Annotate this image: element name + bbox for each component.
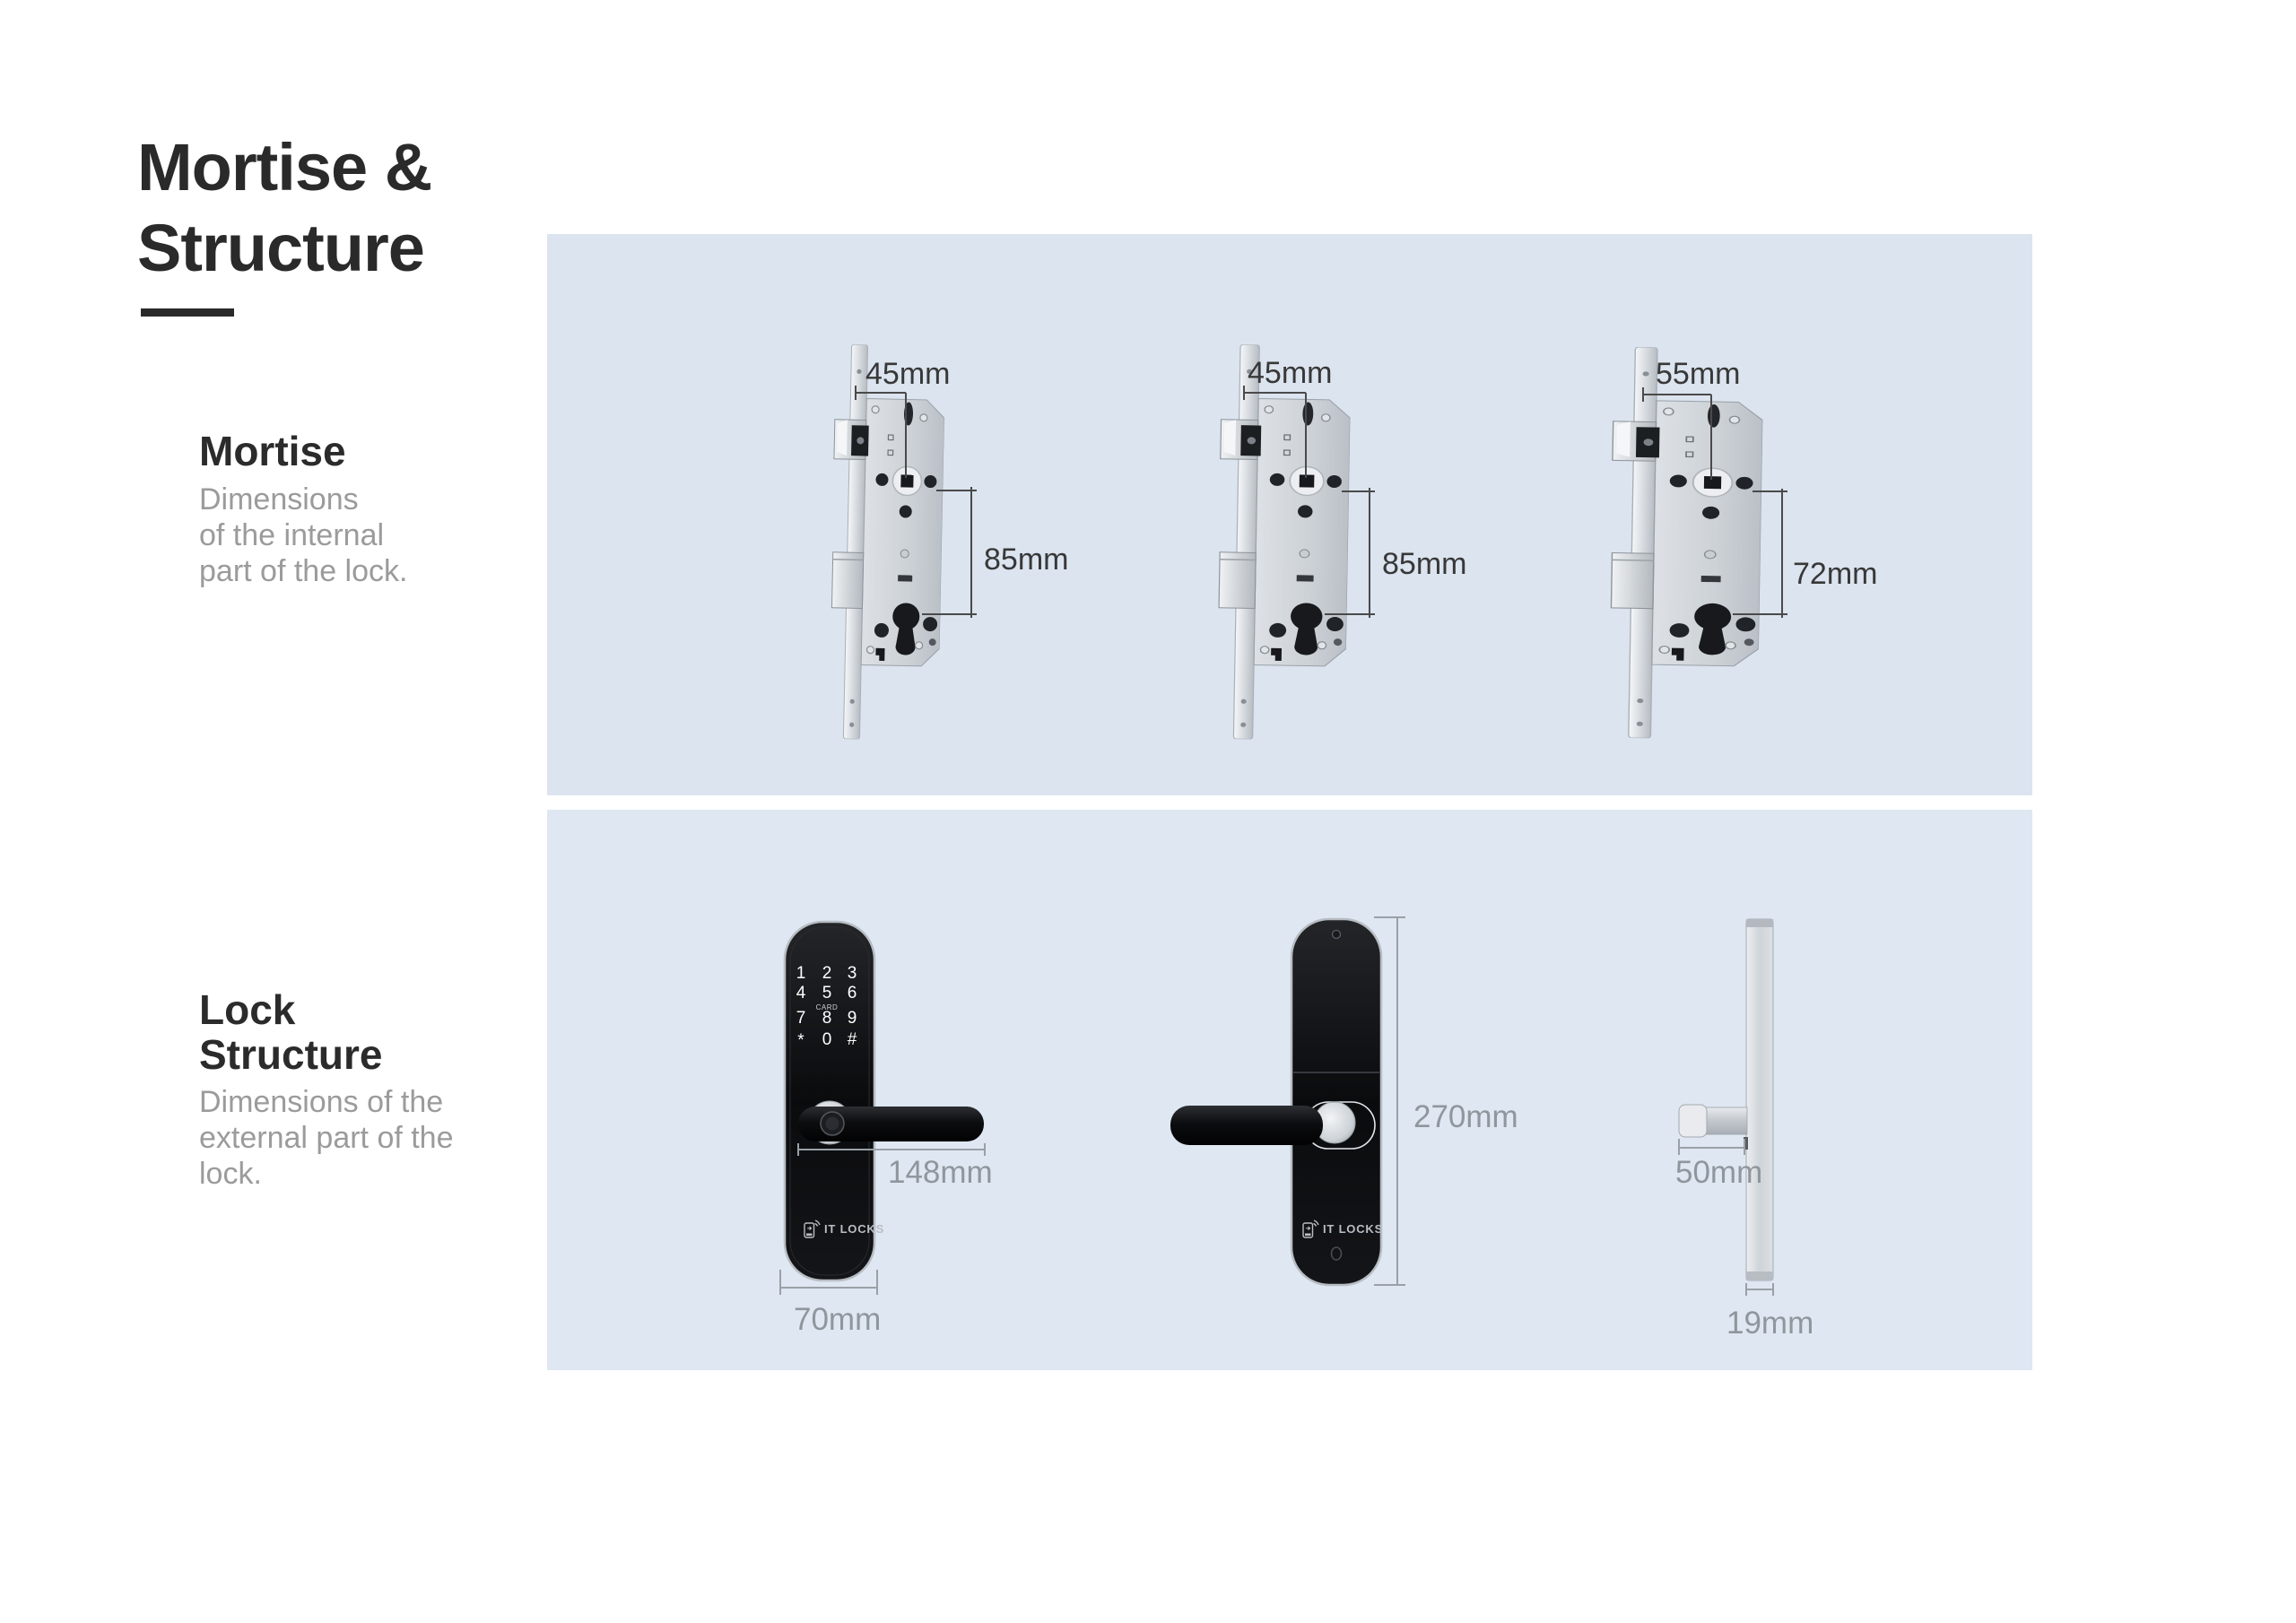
mortise-diagram-3 — [1614, 345, 1919, 758]
lock-side-thickness-dimension-lines — [1746, 1283, 1773, 1296]
mortise-1-centers-label: 85mm — [984, 542, 1069, 577]
lock-structure-desc-line1: Dimensions of the — [199, 1085, 444, 1119]
keypad-key-5: 5 — [822, 984, 832, 1002]
page-title-line1: Mortise & — [137, 130, 432, 204]
itlocks-logo-back — [1302, 1218, 1383, 1239]
keypad-key-8: 8 — [822, 1009, 832, 1028]
keypad-key-7: 7 — [796, 1009, 806, 1028]
lock-structure-desc-line3: lock. — [199, 1157, 262, 1191]
mortise-section-description — [199, 482, 407, 589]
mortise-desc-line2: of the internal — [199, 518, 385, 552]
keypad-key-6: 6 — [847, 984, 857, 1002]
keypad-key-hash: # — [847, 1030, 857, 1049]
mortise-3-centers-label: 72mm — [1793, 557, 1878, 591]
keypad-key-3: 3 — [847, 964, 857, 983]
lock-side-handle-depth-label: 50mm — [1675, 1155, 1763, 1190]
mortise-diagram-2 — [1220, 345, 1525, 758]
mortise-1-backset-label: 45mm — [865, 357, 951, 391]
page-title-line2: Structure — [137, 211, 424, 285]
mortise-section-heading: Mortise — [199, 428, 346, 474]
itlocks-brand-text: IT LOCKS — [1323, 1221, 1384, 1236]
lock-structure-heading-line1: Lock — [199, 986, 296, 1033]
keypad-card-label: CARD — [815, 1003, 839, 1011]
page-title — [137, 127, 431, 289]
lock-structure-section-description — [199, 1084, 454, 1192]
itlocks-phone-icon — [804, 1218, 820, 1239]
mortise-desc-line1: Dimensions — [199, 482, 359, 516]
lock-structure-section-heading — [199, 987, 382, 1077]
mortise-3-backset-label: 55mm — [1656, 357, 1741, 391]
itlocks-logo-front — [804, 1218, 884, 1239]
mortise-desc-line3: part of the lock. — [199, 554, 408, 588]
lock-side-view — [1655, 915, 1834, 1341]
lock-front-width-label: 70mm — [794, 1302, 882, 1337]
mortise-2-centers-label: 85mm — [1382, 547, 1467, 581]
keypad-key-0: 0 — [822, 1030, 832, 1049]
lock-side-thickness-label: 19mm — [1726, 1306, 1814, 1341]
keypad-key-1: 1 — [796, 964, 806, 983]
keypad-key-9: 9 — [847, 1009, 857, 1028]
title-underline — [141, 308, 234, 317]
keypad-key-star: * — [797, 1031, 804, 1050]
lock-front-handle-length-label: 148mm — [888, 1155, 993, 1190]
keypad-key-2: 2 — [822, 964, 832, 983]
lock-side-handle-dimension-lines — [1679, 1139, 1744, 1155]
itlocks-brand-text: IT LOCKS — [824, 1221, 885, 1236]
lock-structure-desc-line2: external part of the — [199, 1121, 454, 1155]
lock-back-height-label: 270mm — [1413, 1099, 1518, 1134]
lock-structure-heading-line2: Structure — [199, 1031, 383, 1078]
mortise-diagram-1 — [830, 345, 1135, 758]
keypad-key-4: 4 — [796, 984, 806, 1002]
mortise-2-backset-label: 45mm — [1248, 356, 1333, 390]
itlocks-phone-icon — [1302, 1218, 1318, 1239]
